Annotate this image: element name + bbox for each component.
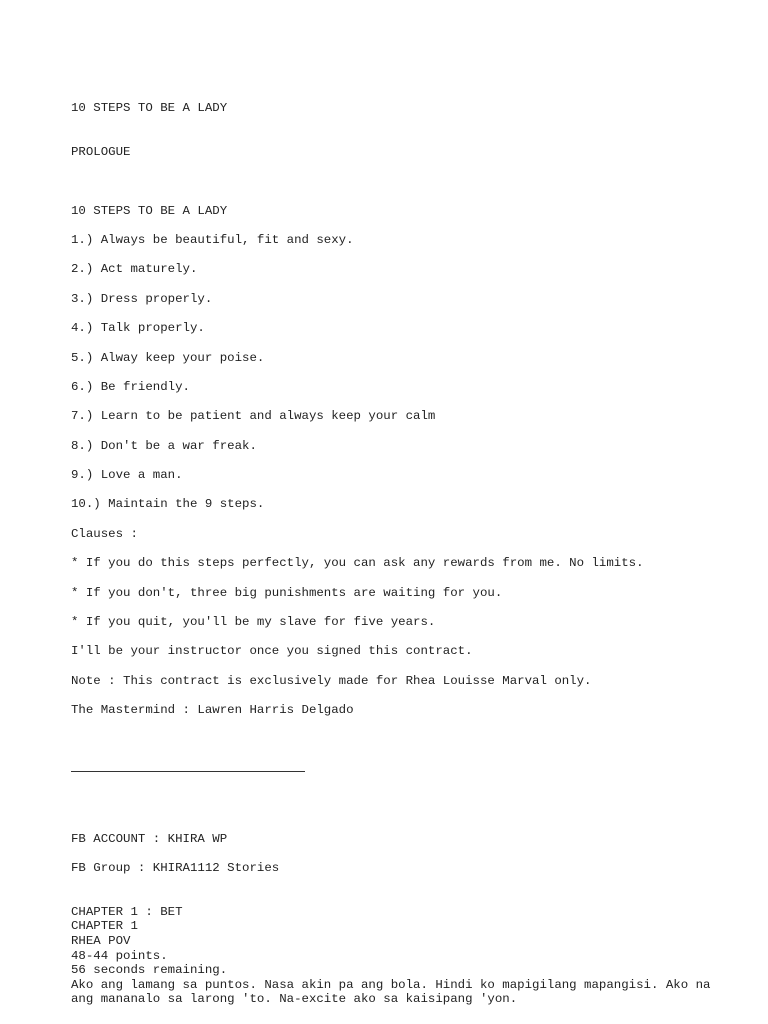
steps-list <box>71 233 731 512</box>
step-item: 3.) Dress properly. <box>71 291 213 306</box>
step-item: 6.) Be friendly. <box>71 379 190 394</box>
step-item: 9.) Love a man. <box>71 468 183 483</box>
signature-divider <box>71 771 305 772</box>
step-item: 2.) Act maturely. <box>71 262 198 277</box>
step-item: 1.) Always be beautiful, fit and sexy. <box>71 232 354 247</box>
contract-title: 10 STEPS TO BE A LADY <box>71 203 228 218</box>
step-item: 7.) Learn to be patient and always keep your calm <box>71 409 436 424</box>
section-title: PROLOGUE <box>71 144 131 159</box>
step-item: 10.) Maintain the 9 steps. <box>71 497 265 512</box>
instructor-line: I'll be your instructor once you signed this contract. <box>71 644 473 659</box>
clause-item: * If you quit, you'll be my slave for five years. <box>71 615 436 630</box>
chapter-line: 56 seconds remaining. <box>71 963 228 978</box>
book-title: 10 STEPS TO BE A LADY <box>71 101 228 116</box>
clause-item: * If you do this steps perfectly, you can ask any rewards from me. No limits. <box>71 556 644 571</box>
chapter-block <box>71 905 731 1007</box>
clauses-heading: Clauses : <box>71 526 138 541</box>
chapter-pov: RHEA POV <box>71 933 131 948</box>
chapter-toc-title: CHAPTER 1 : BET <box>71 904 183 919</box>
clause-item: * If you don't, three big punishments are waiting for you. <box>71 585 503 600</box>
step-item: 4.) Talk properly. <box>71 321 205 336</box>
chapter-line: Ako ang lamang sa puntos. Nasa akin pa ang bola. Hindi ko mapigilang mapangisi. Ako na ang mananalo sa larong 'to. Na-excite ako sa kaisipang 'yon. <box>71 977 718 1007</box>
step-item: 5.) Alway keep your poise. <box>71 350 265 365</box>
fb-group: FB Group : KHIRA1112 Stories <box>71 861 280 876</box>
mastermind-line: The Mastermind : Lawren Harris Delgado <box>71 703 354 718</box>
clauses-list <box>71 556 731 629</box>
fb-account: FB ACCOUNT : KHIRA WP <box>71 831 228 846</box>
chapter-line: 48-44 points. <box>71 948 168 963</box>
chapter-heading: CHAPTER 1 <box>71 919 138 934</box>
document-page <box>71 72 731 1007</box>
prologue-header <box>71 72 731 189</box>
step-item: 8.) Don't be a war freak. <box>71 438 257 453</box>
note-line: Note : This contract is exclusively made for Rhea Louisse Marval only. <box>71 673 592 688</box>
